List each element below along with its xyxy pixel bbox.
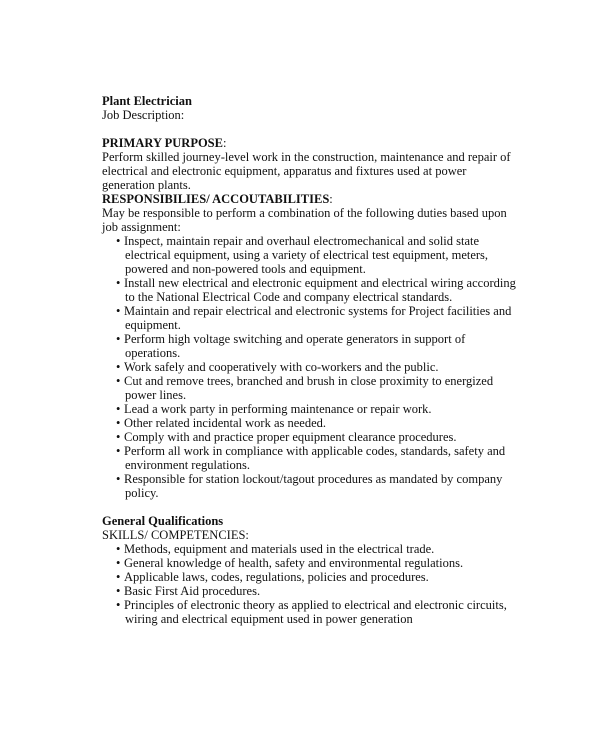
list-item (102, 556, 516, 570)
list-item-text: Inspect, maintain repair and overhaul electromechanical and solid state (124, 234, 480, 248)
responsibilities-list (102, 234, 516, 500)
list-item-text: General knowledge of health, safety and environmental regulations. (124, 556, 464, 570)
list-item (102, 304, 516, 332)
text-line: generation plants. (102, 178, 191, 192)
primary-purpose-heading (102, 136, 516, 150)
bullet-icon: • (116, 542, 121, 556)
job-description-document (102, 94, 516, 626)
list-item (102, 416, 516, 430)
list-item (102, 402, 516, 416)
list-item (102, 374, 516, 402)
list-item-text: power lines. (125, 388, 187, 402)
bullet-icon: • (116, 598, 121, 612)
bullet-icon: • (116, 234, 121, 248)
responsibilities-heading-text: RESPONSIBILIES/ ACCOUTABILITIES (102, 192, 330, 206)
bullet-icon: • (116, 402, 121, 416)
document-title: Plant Electrician (102, 94, 192, 108)
list-item-text: Perform high voltage switching and operate generators in support of (124, 332, 466, 346)
list-item (102, 276, 516, 304)
responsibilities-intro (102, 206, 516, 234)
list-item-text: wiring and electrical equipment used in power generation (125, 612, 413, 626)
list-item (102, 542, 516, 556)
list-item-text: Responsible for station lockout/tagout procedures as mandated by company (124, 472, 503, 486)
bullet-icon: • (116, 332, 121, 346)
qualifications-list (102, 542, 516, 626)
list-item-text: Install new electrical and electronic equipment and electrical wiring according (124, 276, 516, 290)
list-item (102, 444, 516, 472)
list-item-text: Work safely and cooperatively with co-workers and the public. (124, 360, 439, 374)
list-item-text: Methods, equipment and materials used in the electrical trade. (124, 542, 435, 556)
list-item-text: policy. (125, 486, 159, 500)
bullet-icon: • (116, 472, 121, 486)
list-item-text: Cut and remove trees, branched and brush in close proximity to energized (124, 374, 494, 388)
list-item-text: operations. (125, 346, 181, 360)
text-line: job assignment: (102, 220, 181, 234)
list-item (102, 430, 516, 444)
bullet-icon: • (116, 444, 121, 458)
bullet-icon: • (116, 304, 121, 318)
text-line: electrical and electronic equipment, apparatus and fixtures used at power (102, 164, 467, 178)
list-item (102, 360, 516, 374)
bullet-icon: • (116, 360, 121, 374)
responsibilities-heading (102, 192, 516, 206)
list-item (102, 472, 516, 500)
list-item-text: powered and non-powered tools and equipment. (125, 262, 366, 276)
list-item-text: environment regulations. (125, 458, 250, 472)
heading-colon: : (222, 136, 227, 150)
document-subtitle: Job Description: (102, 108, 185, 122)
text-line: May be responsible to perform a combination of the following duties based upon (102, 206, 507, 220)
list-item-text: to the National Electrical Code and company electrical standards. (125, 290, 453, 304)
bullet-icon: • (116, 416, 121, 430)
list-item-text: Applicable laws, codes, regulations, policies and procedures. (124, 570, 429, 584)
qualifications-heading: General Qualifications (102, 514, 224, 528)
list-item-text: electrical equipment, using a variety of electrical test equipment, meters, (125, 248, 489, 262)
list-item-text: equipment. (125, 318, 181, 332)
list-item-text: Comply with and practice proper equipment clearance procedures. (124, 430, 457, 444)
list-item (102, 332, 516, 360)
list-item-text: Maintain and repair electrical and electronic systems for Project facilities and (124, 304, 512, 318)
bullet-icon: • (116, 430, 121, 444)
bullet-icon: • (116, 570, 121, 584)
list-item-text: Other related incidental work as needed. (124, 416, 326, 430)
bullet-icon: • (116, 556, 121, 570)
list-item (102, 598, 516, 626)
primary-purpose-text (102, 150, 516, 192)
bullet-icon: • (116, 374, 121, 388)
skills-subheading: SKILLS/ COMPETENCIES: (102, 528, 249, 542)
bullet-icon: • (116, 584, 121, 598)
list-item-text: Basic First Aid procedures. (124, 584, 261, 598)
list-item-text: Perform all work in compliance with applicable codes, standards, safety and (124, 444, 506, 458)
list-item (102, 570, 516, 584)
primary-purpose-heading-text: PRIMARY PURPOSE (102, 136, 223, 150)
list-item (102, 234, 516, 276)
heading-colon: : (329, 192, 333, 206)
list-item (102, 584, 516, 598)
bullet-icon: • (116, 276, 121, 290)
list-item-text: Principles of electronic theory as applied to electrical and electronic circuits, (124, 598, 507, 612)
text-line: Perform skilled journey-level work in the construction, maintenance and repair of (102, 150, 511, 164)
list-item-text: Lead a work party in performing maintenance or repair work. (124, 402, 432, 416)
